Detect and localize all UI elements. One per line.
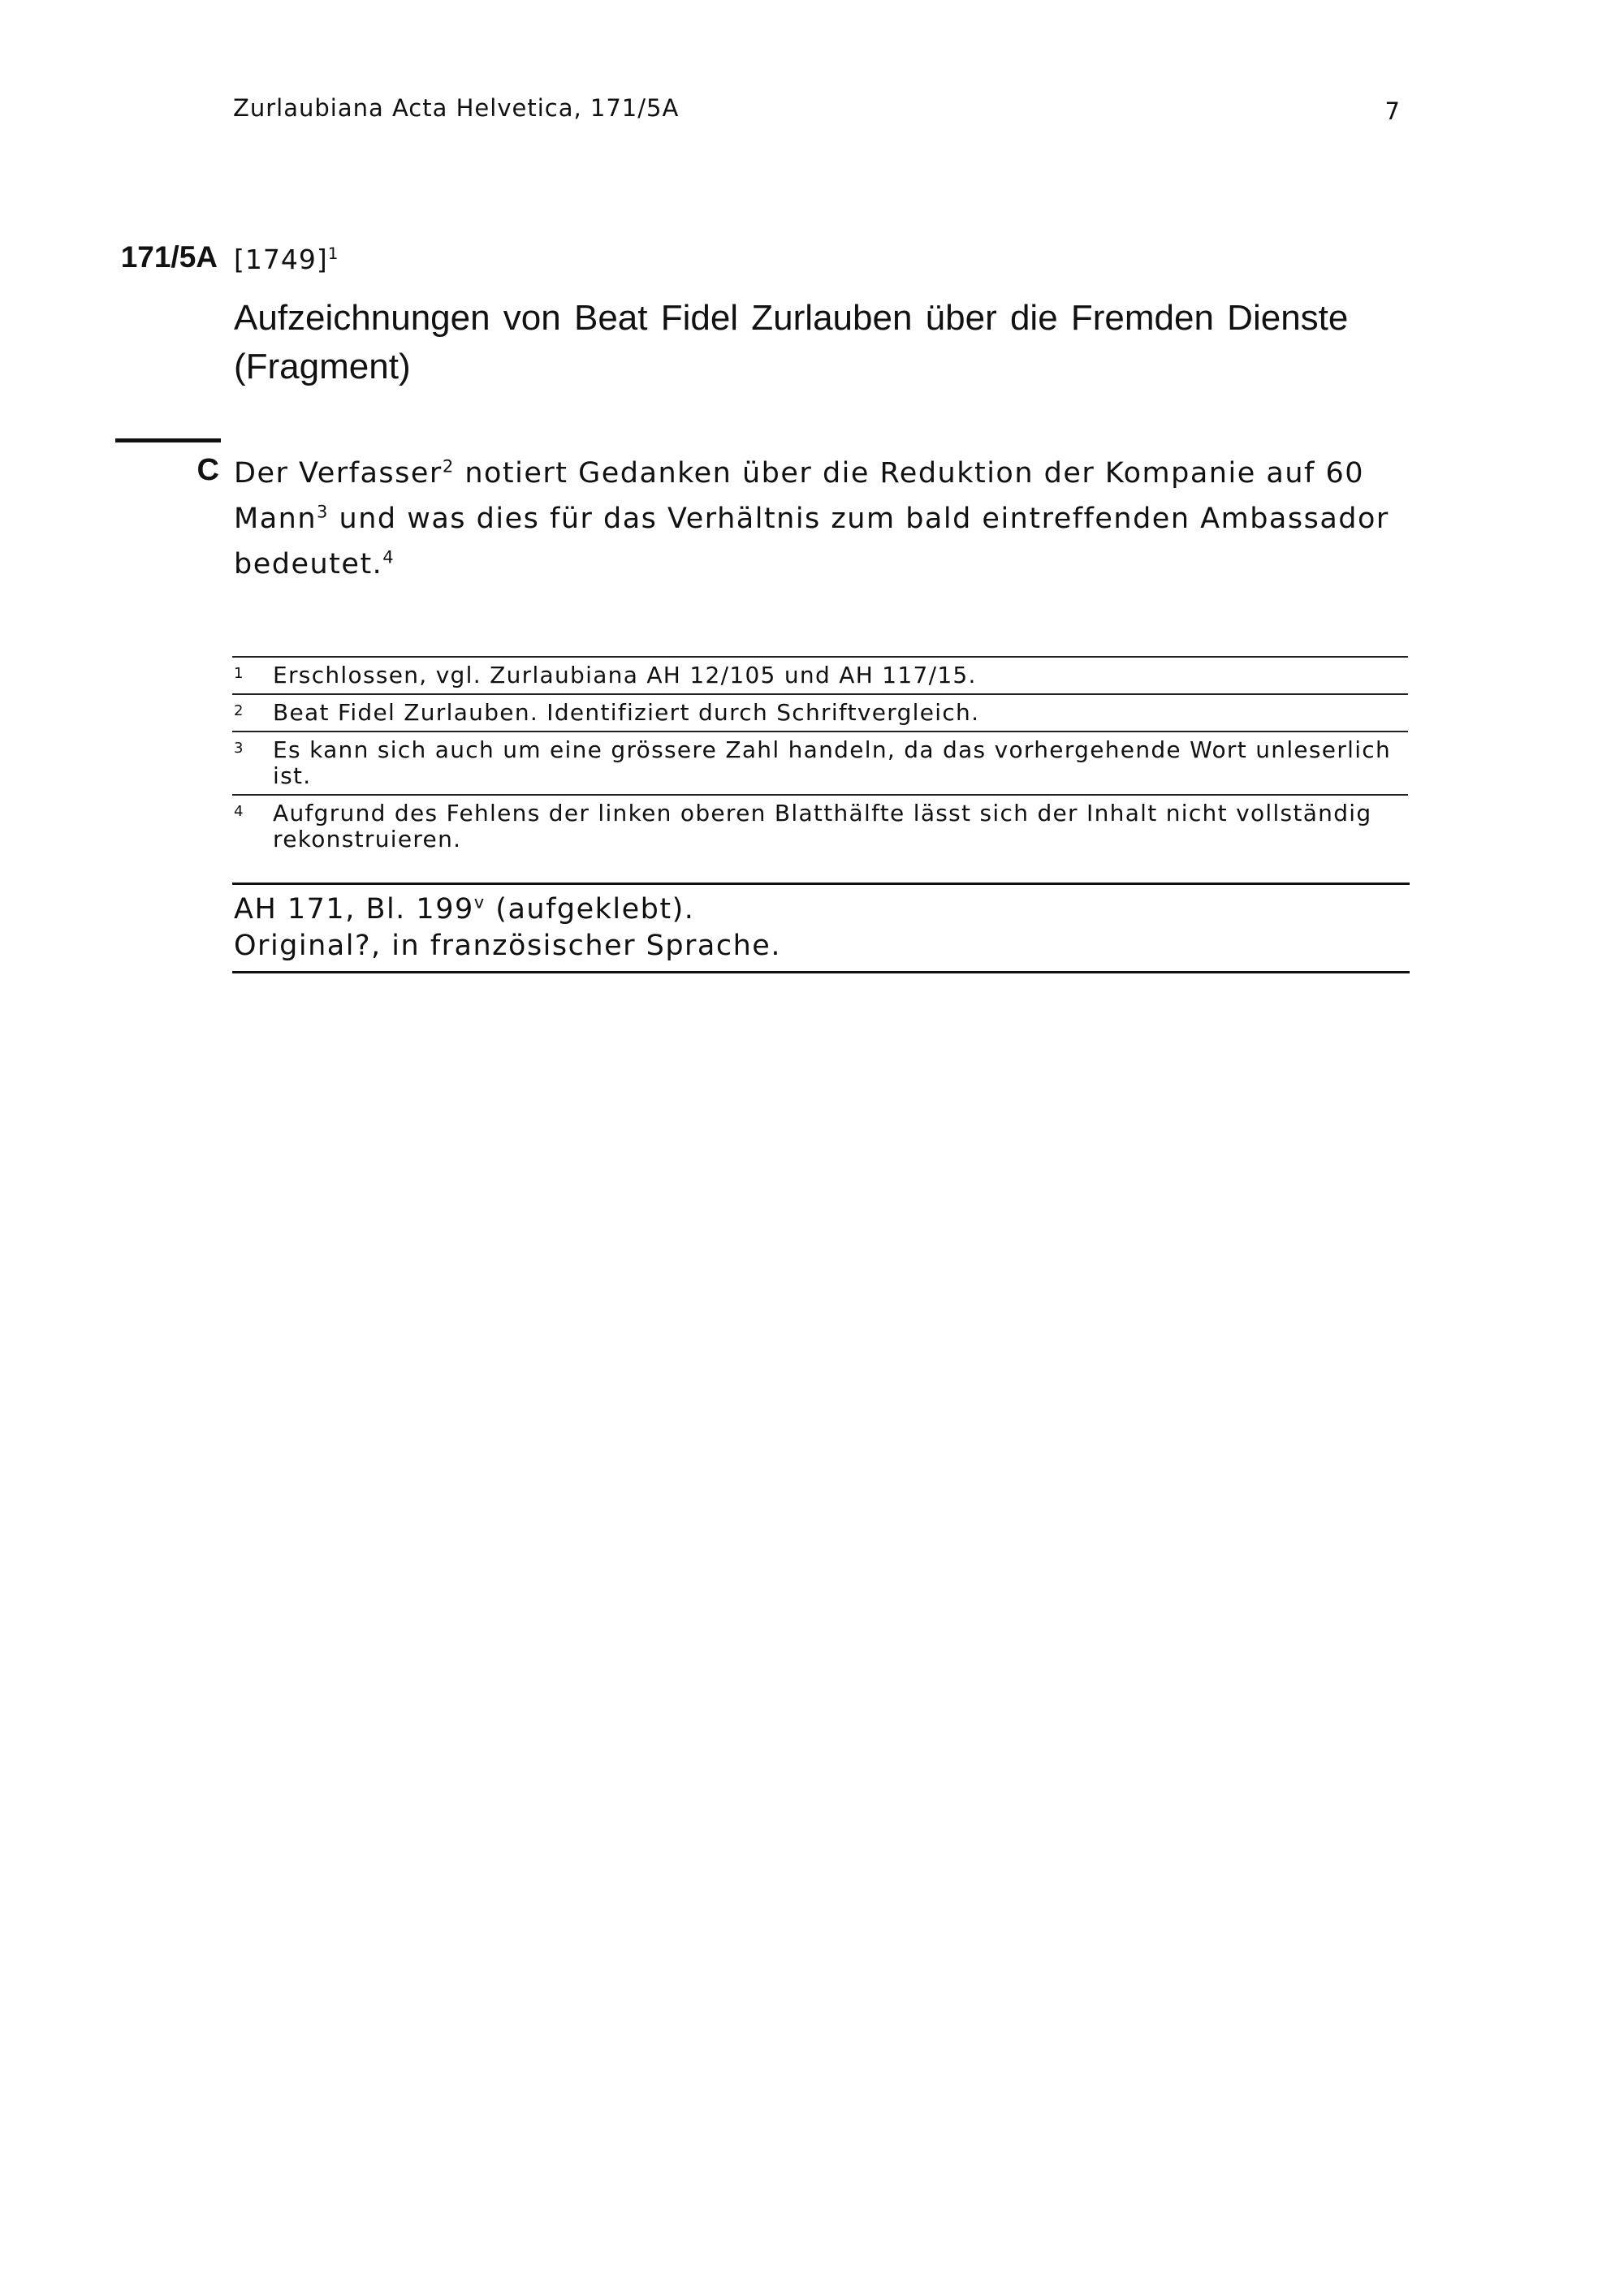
footnote-mark: 1 — [234, 665, 244, 682]
source-location-note: (aufgeklebt). — [485, 893, 695, 926]
summary-text-3: und was dies für das Verhältnis zum bald eintreffenden Ambassador bedeutet. — [234, 503, 1389, 580]
footnote-text: Erschlossen, vgl. Zurlaubiana AH 12/105 und AH 117/15. — [273, 662, 977, 688]
footnote-text: Es kann sich auch um eine grössere Zahl handeln, da das vorhergehende Wort unleserlich ist. — [273, 736, 1392, 789]
source-location — [234, 891, 1410, 928]
footnote-ref-3: 3 — [317, 502, 329, 522]
summary-text-2: notiert Gedanken über die Reduktion der Kompanie auf 60 Mann — [234, 457, 1364, 535]
source-description: Original?, in französischer Sprache. — [234, 930, 781, 962]
footnote — [232, 656, 1408, 693]
section-rule — [115, 438, 221, 442]
document-number: 171/5A — [120, 240, 218, 274]
footnote — [232, 794, 1408, 857]
footnote-mark: 4 — [234, 803, 244, 820]
footnote-ref-2: 2 — [442, 456, 455, 477]
document-date-text: [1749] — [234, 244, 328, 275]
footnote-mark: 2 — [234, 702, 244, 719]
footnote-text: Beat Fidel Zurlauben. Identifiziert durch Schriftvergleich. — [273, 699, 980, 726]
source-block — [232, 883, 1410, 973]
document-summary — [234, 451, 1411, 587]
source-verso-mark: v — [473, 892, 486, 913]
document-title: Aufzeichnungen von Beat Fidel Zurlauben über die Fremden Dienste (Fragment) — [234, 298, 1349, 386]
summary-text-1: Der Verfasser — [234, 457, 443, 490]
running-title: Zurlaubiana Acta Helvetica, 171/5A — [233, 94, 680, 122]
page-number: 7 — [1384, 97, 1401, 125]
source-location-text: AH 171, Bl. 199 — [234, 893, 474, 926]
document-date — [234, 244, 339, 275]
footnote-text: Aufgrund des Fehlens der linken oberen Blatthälfte lässt sich der Inhalt nicht vollständig rekonstruieren. — [273, 800, 1372, 852]
footnotes — [232, 656, 1408, 857]
footnote — [232, 731, 1408, 794]
footnote — [232, 693, 1408, 731]
document-type-letter: C — [197, 453, 219, 487]
footnote-mark: 3 — [234, 740, 244, 757]
footnote-ref-4: 4 — [382, 547, 395, 568]
footnote-ref-1: 1 — [327, 244, 339, 263]
running-header — [233, 94, 1409, 130]
